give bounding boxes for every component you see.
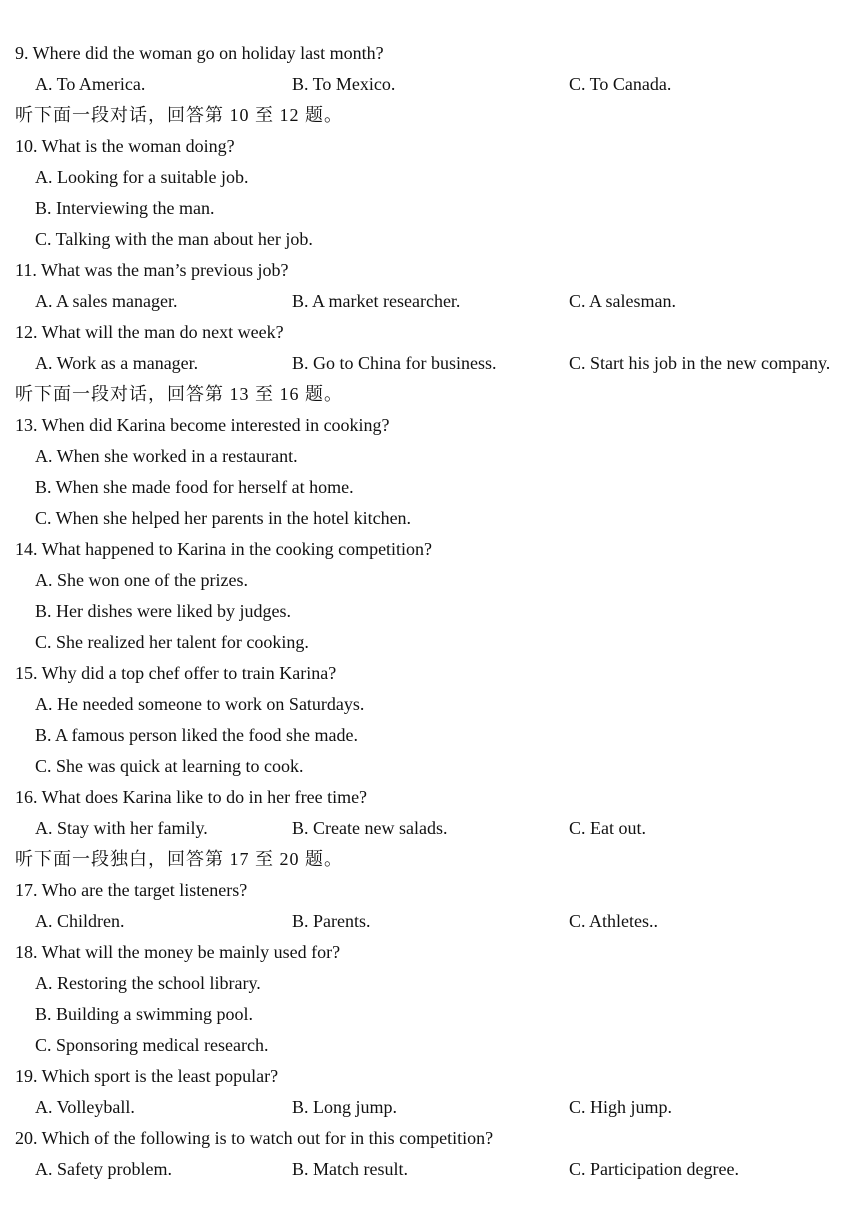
option: A. Restoring the school library. bbox=[35, 973, 261, 993]
option-c: C. To Canada. bbox=[569, 74, 672, 94]
option: B. A famous person liked the food she made. bbox=[35, 725, 358, 745]
option: C. She was quick at learning to cook. bbox=[35, 756, 304, 776]
question: 16. What does Karina like to do in her free time? bbox=[15, 787, 368, 807]
options-row bbox=[0, 813, 867, 844]
question: 11. What was the man’s previous job? bbox=[15, 260, 289, 280]
option: B. Building a swimming pool. bbox=[35, 1004, 254, 1024]
options-row bbox=[0, 906, 867, 937]
option: B. When she made food for herself at home. bbox=[35, 477, 354, 497]
options-row bbox=[0, 286, 867, 317]
option-b: B. Create new salads. bbox=[292, 818, 448, 838]
option-a: A. A sales manager. bbox=[35, 291, 178, 311]
option-b: B. Long jump. bbox=[292, 1097, 398, 1117]
option-c: C. Start his job in the new company. bbox=[569, 353, 831, 373]
option-c: C. High jump. bbox=[569, 1097, 673, 1117]
question: 20. Which of the following is to watch out for in this competition? bbox=[15, 1128, 494, 1148]
option-b: B. Parents. bbox=[292, 911, 371, 931]
question: 18. What will the money be mainly used for? bbox=[15, 942, 341, 962]
option-c: C. Athletes.. bbox=[569, 911, 658, 931]
section-instruction: 听下面一段对话，回答第 10 至 12 题。 bbox=[15, 105, 343, 125]
question: 15. Why did a top chef offer to train Karina? bbox=[15, 663, 337, 683]
option: B. Interviewing the man. bbox=[35, 198, 215, 218]
options-row bbox=[0, 1154, 867, 1185]
option: A. He needed someone to work on Saturdays. bbox=[35, 694, 365, 714]
option-a: A. To America. bbox=[35, 74, 146, 94]
options-row bbox=[0, 1092, 867, 1123]
question: 14. What happened to Karina in the cooking competition? bbox=[15, 539, 433, 559]
option-a: A. Stay with her family. bbox=[35, 818, 208, 838]
question: 10. What is the woman doing? bbox=[15, 136, 235, 156]
option-c: C. A salesman. bbox=[569, 291, 676, 311]
question: 9. Where did the woman go on holiday last month? bbox=[15, 43, 384, 63]
option-a: A. Safety problem. bbox=[35, 1159, 172, 1179]
options-row bbox=[0, 348, 867, 379]
option: C. She realized her talent for cooking. bbox=[35, 632, 309, 652]
option: A. Looking for a suitable job. bbox=[35, 167, 249, 187]
option-c: C. Participation degree. bbox=[569, 1159, 739, 1179]
option-c: C. Eat out. bbox=[569, 818, 646, 838]
exam-page bbox=[0, 38, 867, 1185]
option: C. When she helped her parents in the hotel kitchen. bbox=[35, 508, 412, 528]
option-b: B. Match result. bbox=[292, 1159, 408, 1179]
option-b: B. Go to China for business. bbox=[292, 353, 497, 373]
question: 19. Which sport is the least popular? bbox=[15, 1066, 279, 1086]
option: A. When she worked in a restaurant. bbox=[35, 446, 298, 466]
option: A. She won one of the prizes. bbox=[35, 570, 248, 590]
options-row bbox=[0, 69, 867, 100]
section-instruction: 听下面一段独白，回答第 17 至 20 题。 bbox=[15, 849, 343, 869]
question: 12. What will the man do next week? bbox=[15, 322, 284, 342]
option: C. Sponsoring medical research. bbox=[35, 1035, 269, 1055]
option-b: B. To Mexico. bbox=[292, 74, 396, 94]
option-a: A. Volleyball. bbox=[35, 1097, 135, 1117]
section-instruction: 听下面一段对话，回答第 13 至 16 题。 bbox=[15, 384, 343, 404]
option-a: A. Children. bbox=[35, 911, 125, 931]
question: 17. Who are the target listeners? bbox=[15, 880, 248, 900]
question: 13. When did Karina become interested in cooking? bbox=[15, 415, 390, 435]
option: C. Talking with the man about her job. bbox=[35, 229, 313, 249]
option-b: B. A market researcher. bbox=[292, 291, 461, 311]
option: B. Her dishes were liked by judges. bbox=[35, 601, 291, 621]
option-a: A. Work as a manager. bbox=[35, 353, 199, 373]
